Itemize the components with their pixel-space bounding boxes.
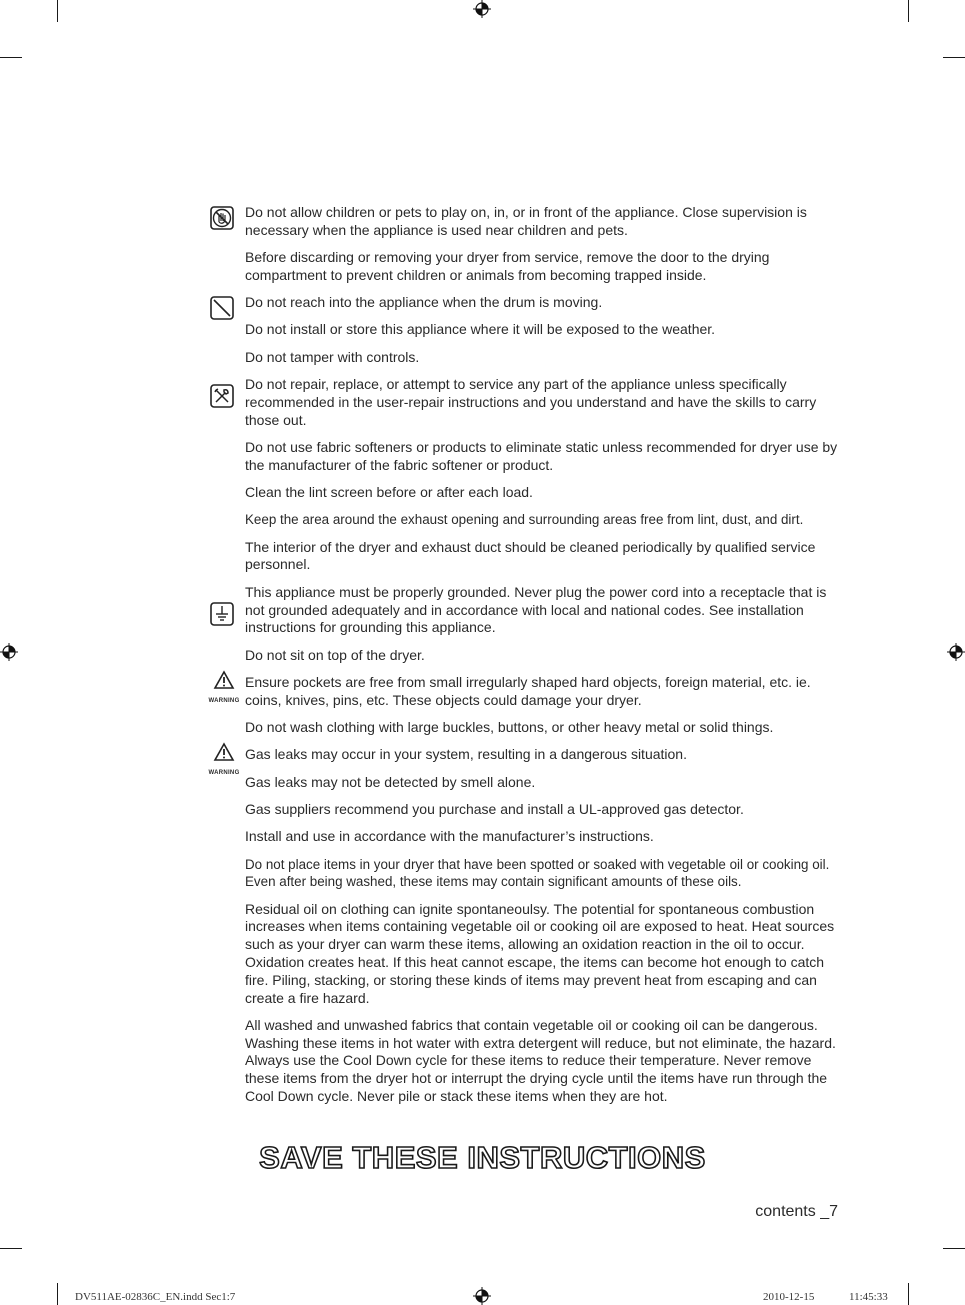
instruction-text: Before discarding or removing your dryer from service, remove the door to the drying compartment to prevent children or animals from becoming trapped inside. bbox=[245, 249, 770, 283]
instruction-paragraph bbox=[245, 801, 845, 819]
crop-mark bbox=[943, 1248, 965, 1249]
prohibited-icon bbox=[210, 296, 234, 320]
footer-file-name: DV511AE-02836C_EN.indd Sec1:7 bbox=[75, 1291, 236, 1303]
instruction-text: All washed and unwashed fabrics that contain vegetable oil or cooking oil can be dangerous. Washing these items in hot water with extra detergent will reduce, but not eliminate, the hazard. Always use the Cool Down cycle for these items to reduce their temperature. Never remove these items from the dryer hot or interrupt the drying cycle until the items have run through the Cool Down cycle. Never pile or stack these items when they are hot. bbox=[245, 1016, 836, 1105]
footer-date: 2010-12-15 bbox=[763, 1291, 815, 1303]
instruction-text: Do not repair, replace, or attempt to service any part of the appliance unless specifically recommended in the user-repair instructions and you understand and have the skills to carry those out. bbox=[245, 376, 817, 428]
instruction-paragraph bbox=[245, 349, 845, 367]
warning-triangle-icon bbox=[213, 742, 235, 762]
crop-mark bbox=[908, 1283, 909, 1305]
instruction-paragraph bbox=[245, 376, 845, 429]
instruction-text: Keep the area around the exhaust opening and surrounding areas free from lint, dust, and dirt. bbox=[245, 512, 804, 528]
safety-instructions bbox=[208, 204, 845, 1115]
instruction-paragraph bbox=[245, 774, 845, 792]
instruction-text: Do not place items in your dryer that have been spotted or soaked with vegetable oil or cooking oil. Even after being washed, these items may contain significant amounts of these oils. bbox=[245, 856, 830, 890]
instruction-text: Clean the lint screen before or after each load. bbox=[245, 484, 533, 501]
registration-mark-icon bbox=[473, 0, 491, 18]
warning-badge bbox=[205, 742, 243, 783]
instruction-paragraph bbox=[245, 828, 845, 846]
crop-mark bbox=[908, 0, 909, 22]
instruction-text: Do not wash clothing with large buckles, buttons, or other heavy metal or solid things. bbox=[245, 719, 774, 736]
footer-time: 11:45:33 bbox=[849, 1291, 888, 1303]
instruction-paragraph bbox=[245, 1017, 845, 1106]
no-children-hand-icon bbox=[210, 206, 234, 230]
instruction-text: Do not install or store this appliance where it will be exposed to the weather. bbox=[245, 321, 716, 338]
crop-mark bbox=[943, 57, 965, 58]
instruction-text: Gas suppliers recommend you purchase and install a UL-approved gas detector. bbox=[245, 800, 744, 817]
instruction-paragraph bbox=[208, 746, 845, 777]
crop-mark bbox=[57, 1283, 58, 1305]
instruction-text: Do not reach into the appliance when the drum is moving. bbox=[245, 294, 603, 311]
page-number: contents _7 bbox=[755, 1203, 838, 1220]
crop-mark bbox=[0, 1248, 22, 1249]
instruction-paragraph bbox=[245, 204, 845, 240]
instruction-paragraph bbox=[245, 901, 845, 1008]
instruction-text: The interior of the dryer and exhaust duct should be cleaned periodically by qualified service personnel. bbox=[245, 538, 816, 573]
instruction-text: Do not sit on top of the dryer. bbox=[245, 646, 425, 663]
warning-label: WARNING bbox=[208, 770, 240, 777]
instruction-paragraph bbox=[245, 249, 845, 285]
crop-mark bbox=[57, 0, 58, 22]
registration-mark-icon bbox=[0, 643, 18, 661]
instruction-text: Do not allow children or pets to play on, in, or in front of the appliance. Close supervision is necessary when the appliance is used near children and pets. bbox=[245, 204, 807, 238]
instruction-text: Install and use in accordance with the manufacturer’s instructions. bbox=[245, 828, 654, 845]
instruction-paragraph bbox=[245, 511, 845, 529]
instruction-paragraph bbox=[245, 294, 845, 312]
instruction-paragraph bbox=[245, 719, 845, 737]
instruction-text: Do not tamper with controls. bbox=[245, 348, 420, 365]
save-instructions-heading: SAVE THESE INSTRUCTIONS bbox=[259, 1140, 706, 1175]
instruction-text: Gas leaks may not be detected by smell alone. bbox=[245, 773, 536, 790]
registration-mark-icon bbox=[947, 643, 965, 661]
instruction-text: Gas leaks may occur in your system, resulting in a dangerous situation. bbox=[245, 746, 687, 763]
instruction-paragraph bbox=[245, 321, 845, 339]
instruction-paragraph bbox=[245, 439, 845, 475]
warning-badge bbox=[205, 670, 243, 711]
crop-mark bbox=[0, 57, 22, 58]
warning-triangle-icon bbox=[213, 670, 235, 690]
instruction-text: Do not use fabric softeners or products to eliminate static unless recommended for dryer use by the manufacturer of the fabric softener or product. bbox=[245, 438, 838, 473]
no-disassembly-icon bbox=[210, 384, 234, 408]
instruction-text: Ensure pockets are free from small irregularly shaped hard objects, foreign material, etc. ie. coins, knives, pins, etc. These objects could damage your dryer. bbox=[245, 673, 811, 708]
instruction-paragraph bbox=[245, 584, 845, 637]
instruction-text: Residual oil on clothing can ignite spontaneoulsy. The potential for spontaneous combustion increases when items containing vegetable oil or cooking oil are exposed to heat. Heat sources such as your dryer can warm these items, allowing an oxidation reaction in the oil to occur. Oxidation creates heat. If this heat cannot escape, the items can become hot enough to catch fire. Piling, stacking, or storing these kinds of items may prevent heat from escaping and can create a fire hazard. bbox=[245, 900, 835, 1006]
instruction-paragraph bbox=[245, 484, 845, 502]
registration-mark-icon bbox=[473, 1287, 491, 1305]
instruction-text: This appliance must be properly grounded. Never plug the power cord into a receptacle that is not grounded adequately and in accordance with local and national codes. See installation instructions for grounding this appliance. bbox=[245, 583, 827, 636]
instruction-paragraph bbox=[208, 673, 845, 710]
instruction-paragraph bbox=[245, 856, 845, 892]
instruction-paragraph bbox=[245, 539, 845, 575]
warning-label: WARNING bbox=[208, 697, 240, 704]
ground-icon bbox=[210, 602, 234, 626]
instruction-paragraph bbox=[245, 647, 845, 665]
